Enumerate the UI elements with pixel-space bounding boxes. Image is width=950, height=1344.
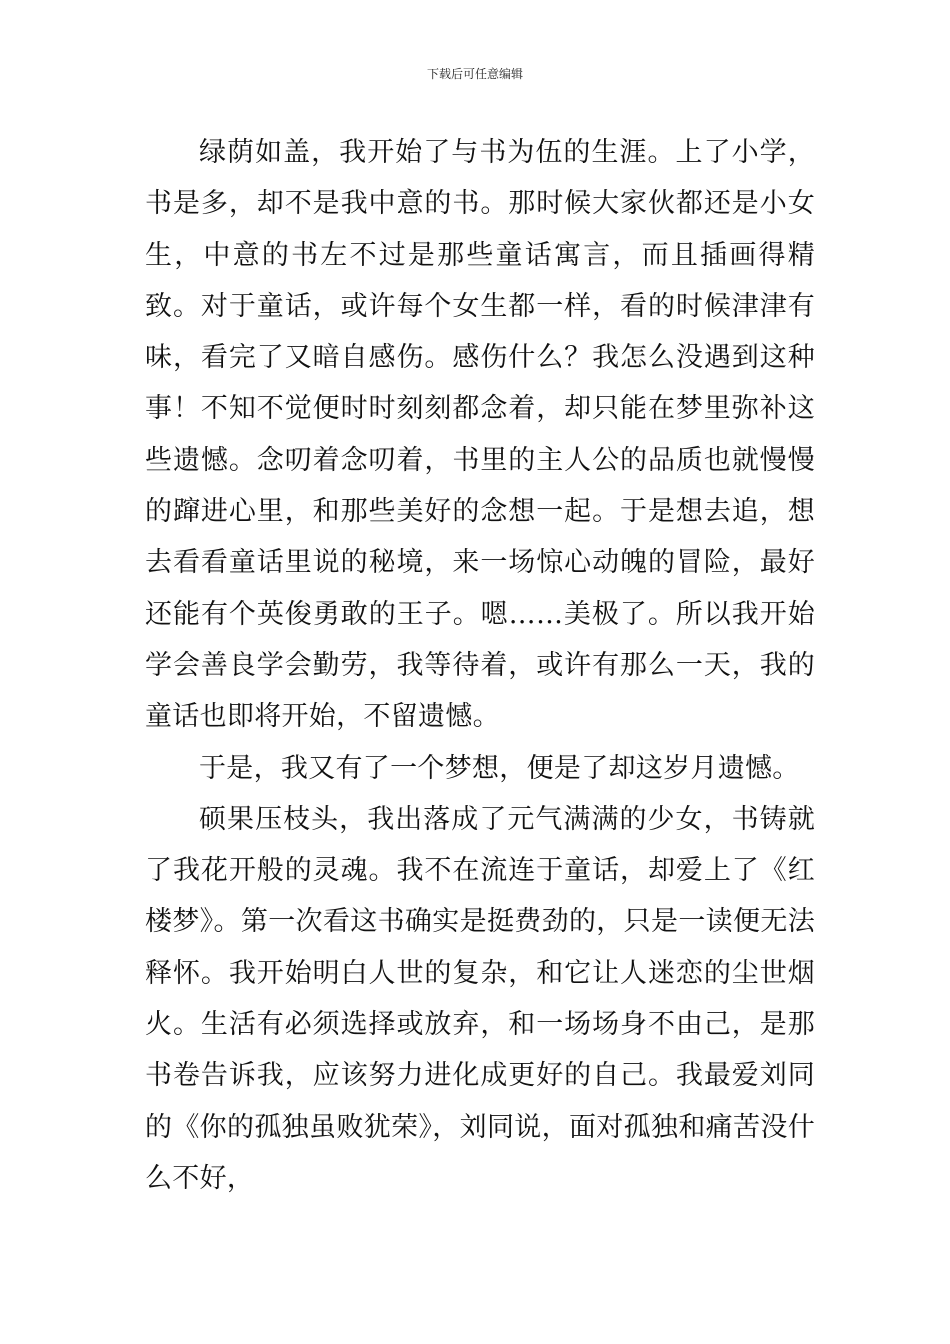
paragraph-1: 绿荫如盖，我开始了与书为伍的生涯。上了小学，书是多，却不是我中意的书。那时候大家伙都还是小女生，中意的书左不过是那些童话寓言，而且插画得精致。对于童话，或许每个女生都一样，看的时候津津有味，看完了又暗自感伤。感伤什么？我怎么没遇到这种事！不知不觉便时时刻刻都念着，却只能在梦里弥补这些遗憾。念叨着念叨着，书里的主人公的品质也就慢慢的蹿进心里，和那些美好的念想一起。于是想去追，想去看看童话里说的秘境，来一场惊心动魄的冒险，最好还能有个英俊勇敢的王子。嗯……美极了。所以我开始学会善良学会勤劳，我等待着，或许有那么一天，我的童话也即将开始，不留遗憾。 xyxy=(145,137,815,733)
paragraph-2: 于是，我又有了一个梦想，便是了却这岁月遗憾。 xyxy=(199,752,800,784)
document-body xyxy=(145,127,815,1204)
paragraph-3: 硕果压枝头，我出落成了元气满满的少女，书铸就了我花开般的灵魂。我不在流连于童话，却爱上了《红楼梦》。第一次看这书确实是挺费劲的，只是一读便无法释怀。我开始明白人世的复杂，和它让人迷恋的尘世烟火。生活有必须选择或放弃，和一场场身不由己，是那书卷告诉我，应该努力进化成更好的自己。我最爱刘同的《你的孤独虽败犹荣》，刘同说，面对孤独和痛苦没什么不好， xyxy=(145,803,815,1194)
page-header: 下载后可任意编辑 xyxy=(426,67,523,81)
